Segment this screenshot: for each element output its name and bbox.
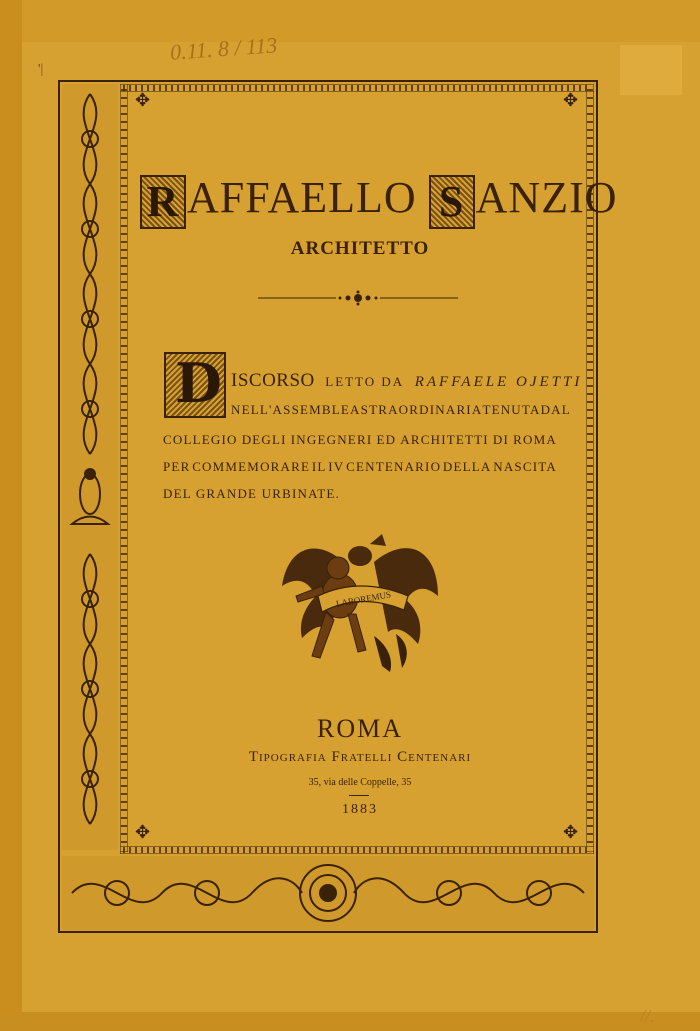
discourse-line-3 xyxy=(163,432,557,448)
line3-word: INGEGNERI xyxy=(290,432,373,447)
cover-subtitle: ARCHITETTO xyxy=(290,238,430,259)
top-paper-strip xyxy=(0,0,700,42)
line2-word: NELL'ASSEMBLEA xyxy=(231,402,361,417)
bottom-ruled-border xyxy=(120,846,594,854)
printer-emblem-putto-eagle xyxy=(278,526,442,676)
title-word-2: ANZIO xyxy=(475,173,618,222)
title-word-1: AFFAELLO xyxy=(187,173,417,222)
faded-corner-patch xyxy=(620,45,682,95)
handwritten-shelfmark: 0.11. 8 / 113 xyxy=(169,32,279,65)
line3-word: ROMA xyxy=(513,432,557,447)
corner-fleuron-bottom-left: ✥ xyxy=(135,822,151,842)
line4-word: CENTENARIO xyxy=(346,459,442,474)
emblem-motto: LABOREMUS xyxy=(335,589,392,609)
cover-title xyxy=(140,172,618,229)
line4-word: NASCITA xyxy=(493,459,557,474)
discourse-dropcap: D xyxy=(175,351,222,415)
discourse-letto-da: LETTO DA xyxy=(325,374,405,389)
corner-fleuron-top-right: ✥ xyxy=(563,90,579,110)
margin-mark: '| xyxy=(38,62,44,77)
discourse-line-1 xyxy=(231,370,582,392)
discourse-line-2 xyxy=(231,402,571,418)
bottom-paper-strip xyxy=(0,1012,700,1031)
line4-word: COMMEMORARE xyxy=(192,459,311,474)
line3-word: ED xyxy=(376,432,397,447)
title-dropcap-s: S xyxy=(429,175,475,229)
discourse-line-5: DEL GRANDE URBINATE. xyxy=(163,486,340,501)
line4-word: PER xyxy=(163,459,191,474)
imprint-rule xyxy=(349,795,369,796)
left-ornamental-panel xyxy=(62,84,118,850)
imprint-publisher: Tipografia Fratelli Centenari xyxy=(248,749,472,765)
imprint-address: 35, via delle Coppelle, 35 xyxy=(308,777,412,788)
ornamental-divider xyxy=(258,290,458,306)
line3-word: ARCHITETTI xyxy=(400,432,489,447)
corner-fleuron-bottom-right: ✥ xyxy=(563,822,579,842)
line4-word: IL xyxy=(311,459,327,474)
line3-word: DEGLI xyxy=(241,432,287,447)
title-dropcap-r: R xyxy=(140,175,186,229)
corner-fleuron-top-left: ✥ xyxy=(135,90,151,110)
imprint-city: ROMA xyxy=(316,714,403,743)
line2-word: TENUTA xyxy=(482,402,541,417)
corner-pencil-mark: //. xyxy=(640,1006,655,1026)
line2-word: DAL xyxy=(540,402,571,417)
left-ruled-border xyxy=(120,84,128,852)
imprint-year: 1883 xyxy=(342,802,378,817)
line4-word: DELLA xyxy=(442,459,492,474)
line4-word: IV xyxy=(328,459,345,474)
top-ruled-border xyxy=(120,84,594,92)
discourse-line-4 xyxy=(163,459,557,475)
bottom-ornamental-panel xyxy=(62,856,594,930)
left-paper-edge xyxy=(0,0,22,1031)
line3-word: COLLEGIO xyxy=(163,432,238,447)
line2-word: STRAORDINARIA xyxy=(360,402,483,417)
discourse-author: RAFFAELE OJETTI xyxy=(414,374,583,390)
discourse-first-word: ISCORSO xyxy=(231,370,315,391)
line3-word: DI xyxy=(492,432,510,447)
